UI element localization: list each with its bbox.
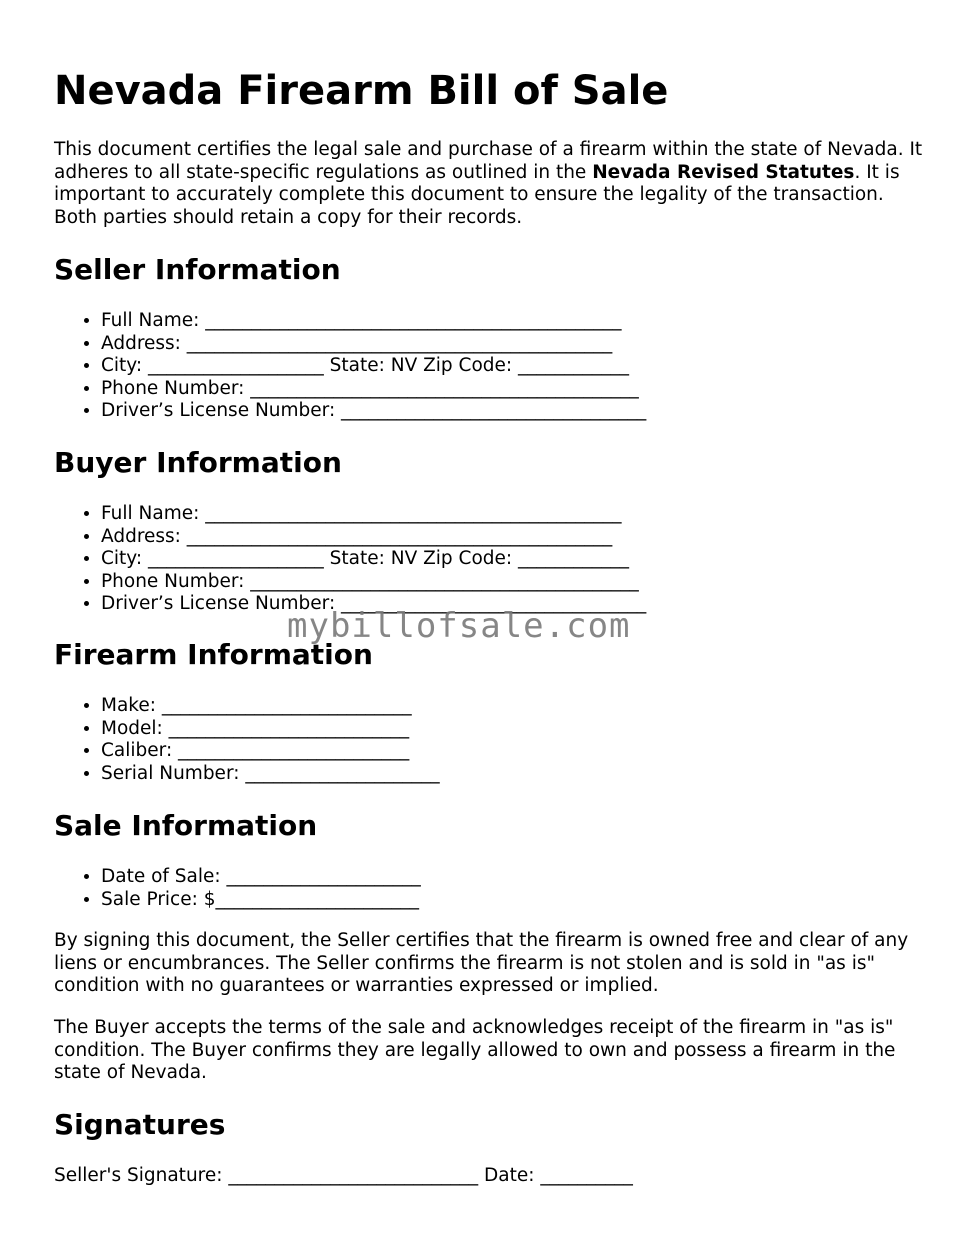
seller-address-field[interactable]: • Address: ______________________________________________ (101, 333, 646, 356)
firearm-caliber-field[interactable]: • Caliber: _________________________ (101, 740, 440, 763)
firearm-heading: Firearm Information (54, 638, 373, 671)
buyer-fields-list (54, 503, 646, 616)
buyer-address-field[interactable]: • Address: ______________________________________________ (101, 526, 646, 549)
seller-license-field[interactable]: • Driver’s License Number: _________________________________ (101, 400, 646, 423)
intro-statutes-bold: Nevada Revised Statutes (592, 161, 855, 183)
firearm-model-field[interactable]: • Model: __________________________ (101, 718, 440, 741)
sale-fields-list (54, 866, 421, 911)
buyer-acceptance-paragraph: The Buyer accepts the terms of the sale and acknowledges receipt of the firearm in "as is" condition. The Buyer confirms they are legally allowed to own and possess a firearm in the state of Nevada. (54, 1017, 896, 1084)
seller-city-state-zip-field[interactable]: • City: ___________________ State: NV Zip Code: ____________ (101, 355, 646, 378)
buyer-phone-field[interactable]: • Phone Number: __________________________________________ (101, 571, 646, 594)
seller-signature-line[interactable]: Seller's Signature: ___________________________ Date: __________ (54, 1165, 633, 1186)
buyer-full-name-field[interactable]: • Full Name: _____________________________________________ (101, 503, 646, 526)
sale-heading: Sale Information (54, 809, 318, 842)
sale-date-field[interactable]: • Date of Sale: _____________________ (101, 866, 421, 889)
buyer-city-state-zip-field[interactable]: • City: ___________________ State: NV Zip Code: ____________ (101, 548, 646, 571)
buyer-heading: Buyer Information (54, 446, 342, 479)
firearm-fields-list (54, 695, 440, 785)
firearm-make-field[interactable]: • Make: ___________________________ (101, 695, 440, 718)
document-title: Nevada Firearm Bill of Sale (54, 68, 669, 114)
signatures-heading: Signatures (54, 1108, 226, 1141)
intro-text-start: This document certifies the legal sale and purchase of a firearm within the state of Nevada. It adheres to all state-specific regulations as outlined in the (54, 139, 923, 183)
buyer-license-field[interactable]: • Driver’s License Number: _________________________________ (101, 593, 646, 616)
watermark: mybillofsale.com (287, 606, 631, 646)
seller-fields-list (54, 310, 646, 423)
seller-heading: Seller Information (54, 253, 341, 286)
seller-full-name-field[interactable]: • Full Name: _____________________________________________ (101, 310, 646, 333)
seller-certification-paragraph: By signing this document, the Seller certifies that the firearm is owned free and clear of any liens or encumbrances. The Seller confirms the firearm is not stolen and is sold in "as is" condition with no guarantees or warranties expressed or implied. (54, 930, 909, 997)
intro-text-end: . It is important to accurately complete this document to ensure the legality of the transaction. Both parties should retain a copy for their records. (54, 161, 900, 228)
firearm-serial-field[interactable]: • Serial Number: _____________________ (101, 763, 440, 786)
seller-phone-field[interactable]: • Phone Number: __________________________________________ (101, 378, 646, 401)
intro-paragraph (54, 139, 924, 229)
sale-price-field[interactable]: • Sale Price: $______________________ (101, 889, 421, 912)
